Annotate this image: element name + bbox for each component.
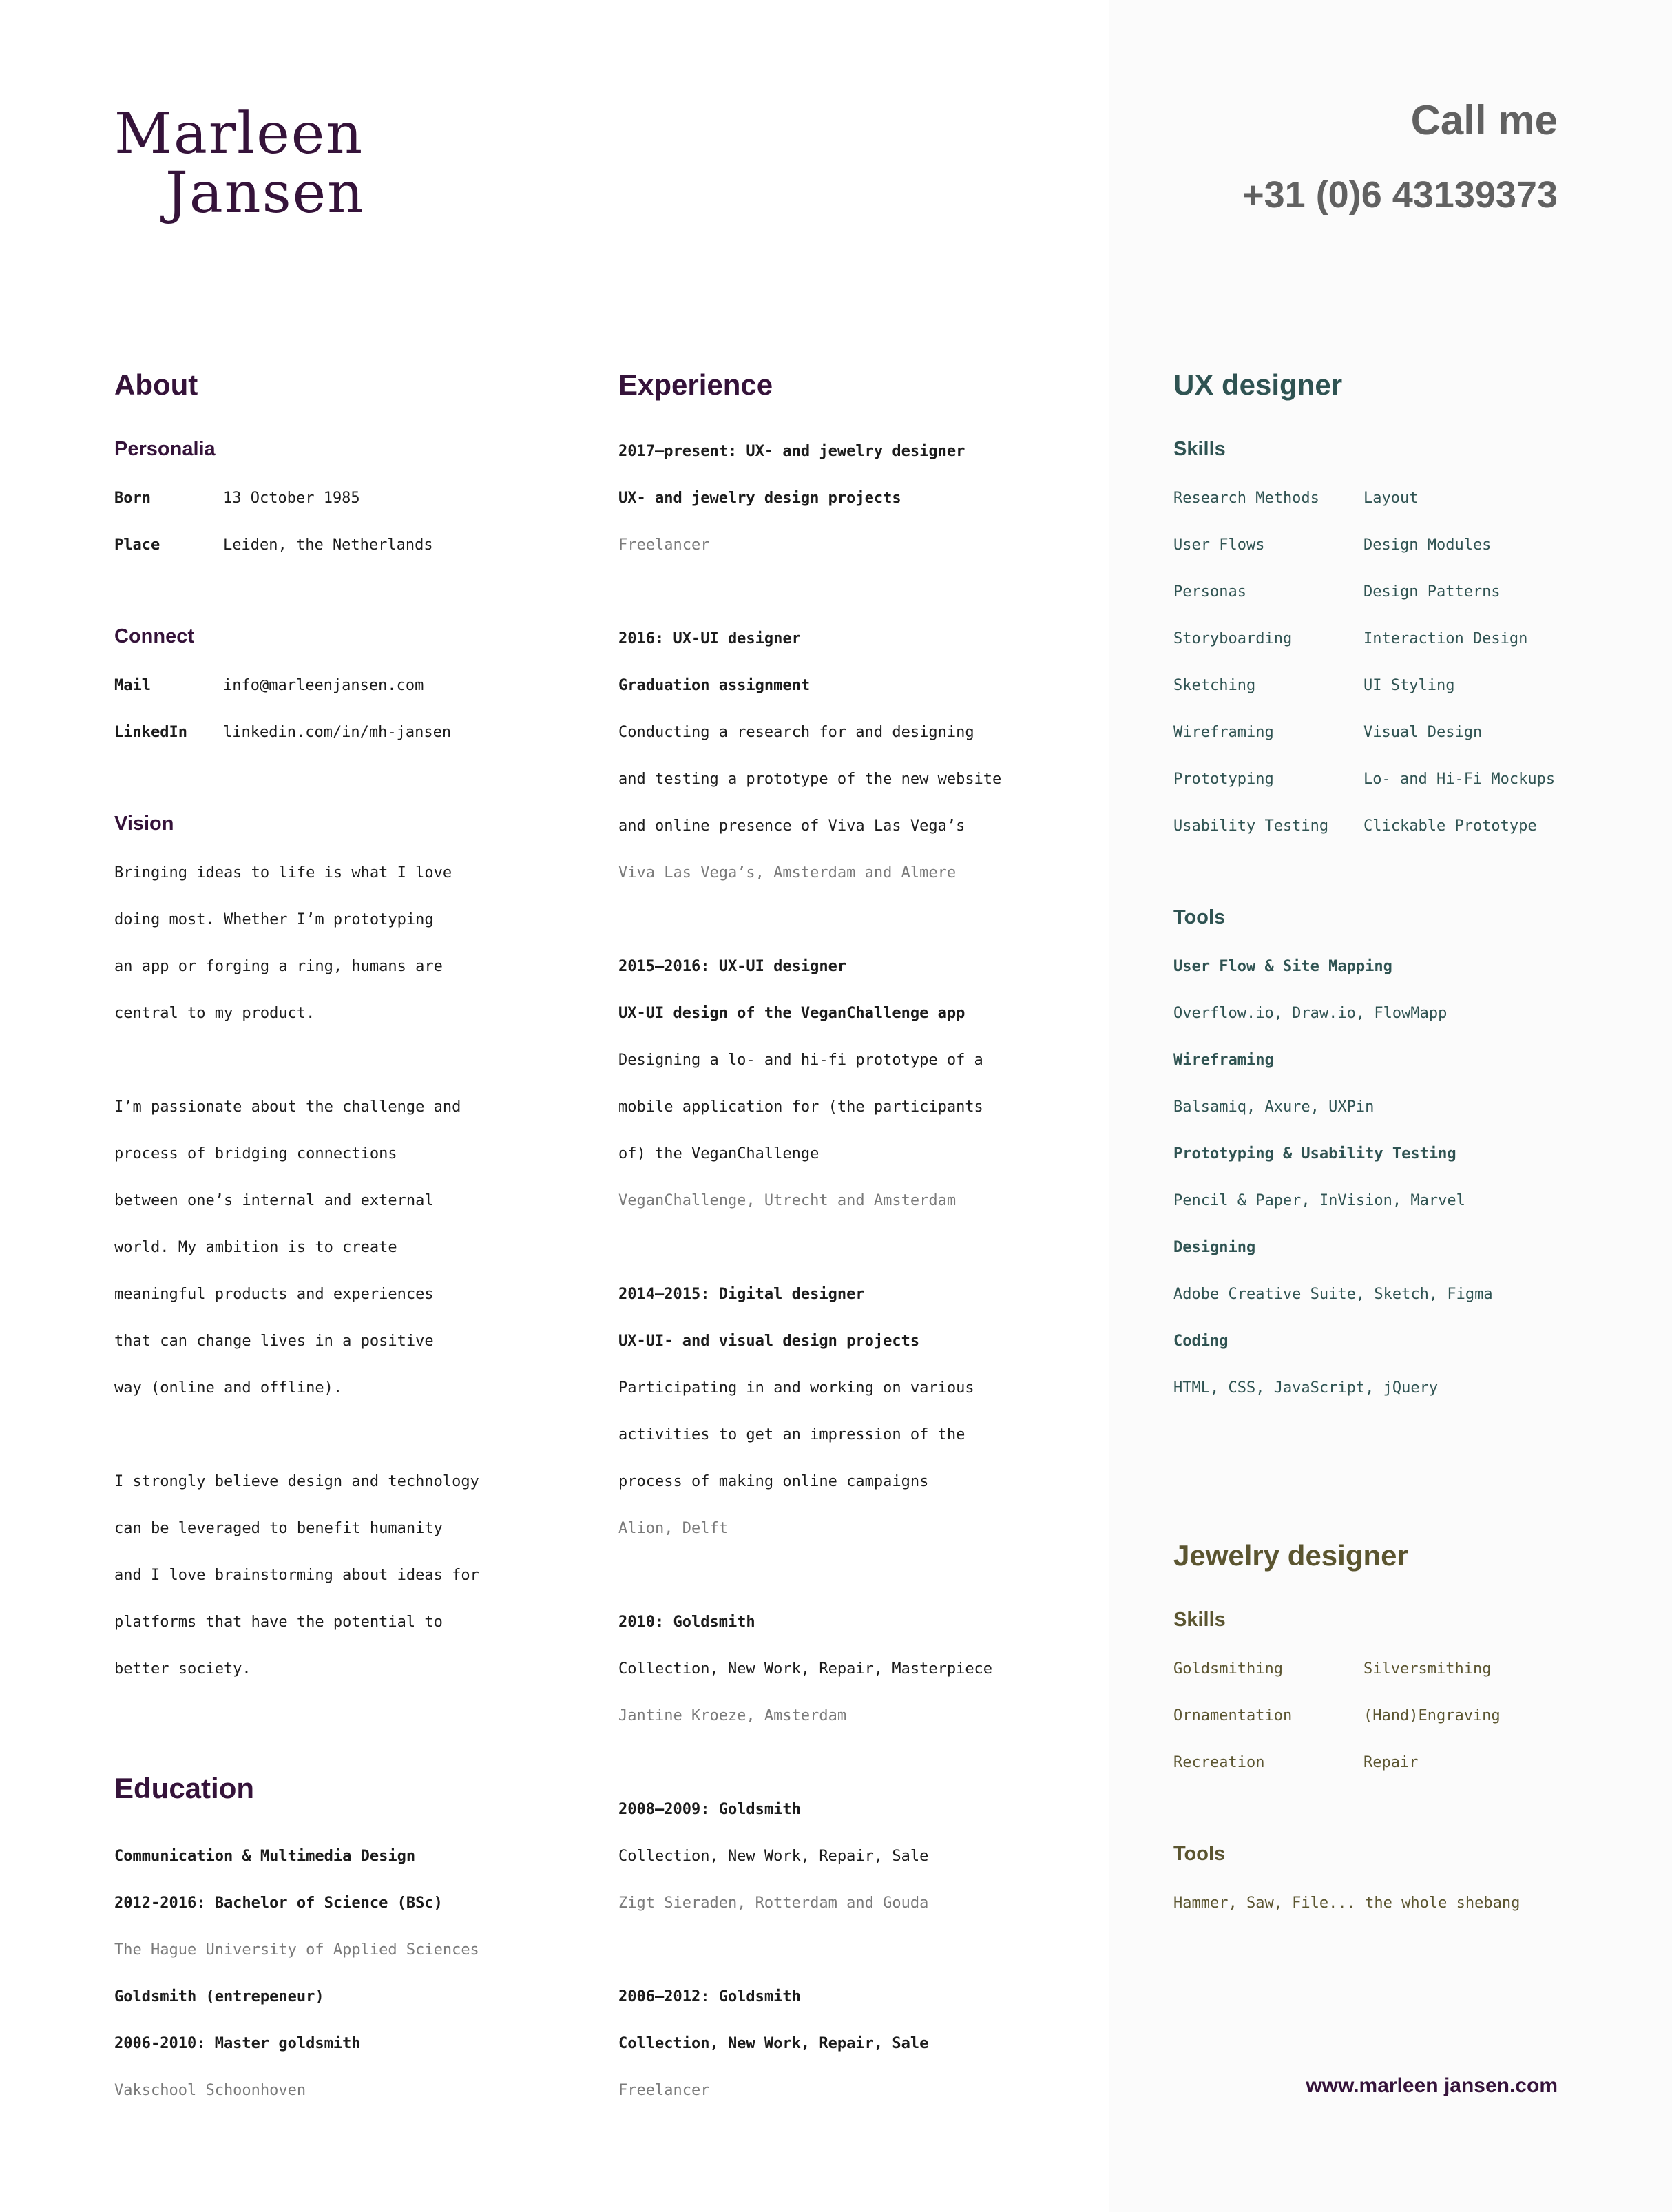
name-logo xyxy=(114,101,365,226)
ux-skill-row xyxy=(1173,569,1555,616)
experience-subtitle: Collection, New Work, Repair, Sale xyxy=(618,2035,929,2052)
experience-desc-line: activities to get an impression of the xyxy=(618,1426,965,1443)
experience-period: 2014–2015: Digital designer xyxy=(618,1286,865,1303)
ux-tool-items: HTML, CSS, JavaScript, jQuery xyxy=(1173,1379,1439,1397)
vision-paragraph-2 xyxy=(114,1084,461,1412)
ux-skill-row xyxy=(1173,522,1555,569)
experience-place: VeganChallenge, Utrecht and Amsterdam xyxy=(618,1192,957,1209)
jewelry-skills-list xyxy=(1173,1646,1501,1786)
ux-skill: Design Modules xyxy=(1363,536,1492,554)
experience-subtitle: Graduation assignment xyxy=(618,677,811,694)
ux-skill-row xyxy=(1173,475,1555,522)
vision-heading: Vision xyxy=(114,813,174,835)
call-me-heading: Call me xyxy=(1410,97,1558,143)
vision-line: that can change lives in a positive xyxy=(114,1333,434,1350)
ux-tool-category: Prototyping & Usability Testing xyxy=(1173,1145,1456,1162)
ux-skill: Wireframing xyxy=(1173,724,1274,741)
experience-subtitle: UX- and jewelry design projects xyxy=(618,490,901,507)
ux-skill-row xyxy=(1173,709,1555,756)
experience-period: 2015–2016: UX-UI designer xyxy=(618,958,847,975)
ux-tool-items: Balsamiq, Axure, UXPin xyxy=(1173,1098,1375,1116)
vision-line: I’m passionate about the challenge and xyxy=(114,1098,461,1116)
education-item-goldsmith xyxy=(114,1974,361,2114)
experience-desc-line: and online presence of Viva Las Vega’s xyxy=(618,817,965,835)
jewelry-skill-row xyxy=(1173,1646,1501,1693)
jewelry-skill-row xyxy=(1173,1740,1501,1786)
experience-item-2006 xyxy=(618,1974,928,2114)
vision-line: between one’s internal and external xyxy=(114,1192,434,1209)
vision-line: meaningful products and experiences xyxy=(114,1286,434,1303)
mail-label: Mail xyxy=(114,677,151,694)
jewelry-skill: Repair xyxy=(1363,1754,1419,1771)
experience-subtitle: Collection, New Work, Repair, Masterpiece xyxy=(618,1660,993,1678)
jewelry-tools-heading: Tools xyxy=(1173,1843,1226,1865)
ux-designer-heading: UX designer xyxy=(1173,368,1343,401)
ux-tools-list xyxy=(1173,943,1493,1412)
ux-skill: Storyboarding xyxy=(1173,630,1293,647)
about-heading: About xyxy=(114,368,198,401)
linkedin-label: LinkedIn xyxy=(114,724,187,741)
experience-place: Zigt Sieraden, Rotterdam and Gouda xyxy=(618,1895,929,1912)
experience-period: 2010: Goldsmith xyxy=(618,1614,755,1631)
linkedin-link[interactable]: linkedin.com/in/mh-jansen xyxy=(223,724,452,741)
vision-line: better society. xyxy=(114,1660,251,1678)
experience-place: Freelancer xyxy=(618,2082,710,2099)
ux-skill-row xyxy=(1173,662,1555,709)
education-school: The Hague University of Applied Sciences xyxy=(114,1941,479,1959)
ux-tool-items: Overflow.io, Draw.io, FlowMapp xyxy=(1173,1005,1448,1022)
experience-item-2016 xyxy=(618,616,1001,897)
ux-tool-category: User Flow & Site Mapping xyxy=(1173,958,1392,975)
ux-skill-row xyxy=(1173,616,1555,662)
personalia-heading: Personalia xyxy=(114,438,216,460)
vision-line: doing most. Whether I’m prototyping xyxy=(114,911,434,928)
ux-skill: Clickable Prototype xyxy=(1363,817,1537,835)
experience-place: Alion, Delft xyxy=(618,1520,728,1537)
logo-last-name: Jansen xyxy=(165,160,365,226)
experience-place: Freelancer xyxy=(618,536,710,554)
jewelry-designer-heading: Jewelry designer xyxy=(1173,1539,1408,1572)
jewelry-skill: (Hand)Engraving xyxy=(1363,1707,1501,1724)
jewelry-skills-heading: Skills xyxy=(1173,1609,1226,1631)
ux-tool-items: Adobe Creative Suite, Sketch, Figma xyxy=(1173,1286,1493,1303)
ux-skill: Lo- and Hi-Fi Mockups xyxy=(1363,771,1556,788)
ux-skill: Layout xyxy=(1363,490,1419,507)
experience-period: 2016: UX-UI designer xyxy=(618,630,801,647)
ux-skill: Sketching xyxy=(1173,677,1256,694)
jewelry-skill-row xyxy=(1173,1693,1501,1740)
vision-line: platforms that have the potential to xyxy=(114,1614,443,1631)
website-link[interactable]: www.marleen jansen.com xyxy=(1306,2074,1558,2097)
personalia-row-born xyxy=(114,475,433,522)
experience-desc-line: Participating in and working on various xyxy=(618,1379,974,1397)
education-program: Communication & Multimedia Design xyxy=(114,1848,416,1865)
ux-skill: Interaction Design xyxy=(1363,630,1528,647)
connect-list xyxy=(114,662,451,756)
experience-heading: Experience xyxy=(618,368,773,401)
vision-line: central to my product. xyxy=(114,1005,315,1022)
vision-paragraph-1 xyxy=(114,850,452,1037)
vision-line: world. My ambition is to create xyxy=(114,1239,397,1256)
experience-desc-line: Conducting a research for and designing xyxy=(618,724,974,741)
ux-skill: UI Styling xyxy=(1363,677,1455,694)
education-heading: Education xyxy=(114,1772,255,1804)
experience-desc-line: process of making online campaigns xyxy=(618,1473,929,1490)
mail-link[interactable]: info@marleenjansen.com xyxy=(223,677,424,694)
experience-subtitle: Collection, New Work, Repair, Sale xyxy=(618,1848,929,1865)
experience-subtitle: UX-UI- and visual design projects xyxy=(618,1333,920,1350)
experience-desc-line: Designing a lo- and hi-fi prototype of a xyxy=(618,1052,983,1069)
education-degree: 2006-2010: Master goldsmith xyxy=(114,2035,361,2052)
jewelry-tools-list xyxy=(1173,1880,1520,1927)
ux-skill: Visual Design xyxy=(1363,724,1483,741)
experience-period: 2017–present: UX- and jewelry designer xyxy=(618,443,965,460)
experience-item-2014 xyxy=(618,1271,974,1552)
ux-tool-category: Coding xyxy=(1173,1333,1229,1350)
personalia-list xyxy=(114,475,433,569)
connect-row-mail xyxy=(114,662,451,709)
experience-period: 2006–2012: Goldsmith xyxy=(618,1988,801,2005)
vision-line: Bringing ideas to life is what I love xyxy=(114,864,452,881)
ux-tool-category: Designing xyxy=(1173,1239,1256,1256)
jewelry-skill: Silversmithing xyxy=(1363,1660,1492,1678)
ux-skill: Design Patterns xyxy=(1363,583,1501,601)
ux-tool-items: Pencil & Paper, InVision, Marvel xyxy=(1173,1192,1465,1209)
experience-subtitle: UX-UI design of the VeganChallenge app xyxy=(618,1005,965,1022)
connect-heading: Connect xyxy=(114,625,194,647)
vision-paragraph-3 xyxy=(114,1459,479,1693)
place-label: Place xyxy=(114,536,160,554)
experience-period: 2008–2009: Goldsmith xyxy=(618,1801,801,1818)
ux-skill-row xyxy=(1173,756,1555,803)
ux-skill: Research Methods xyxy=(1173,490,1319,507)
ux-skill: Usability Testing xyxy=(1173,817,1329,835)
jewelry-skill: Recreation xyxy=(1173,1754,1265,1771)
phone-number[interactable]: +31 (0)6 43139373 xyxy=(1242,174,1558,216)
ux-skills-heading: Skills xyxy=(1173,438,1226,460)
vision-line: can be leveraged to benefit humanity xyxy=(114,1520,443,1537)
vision-line: I strongly believe design and technology xyxy=(114,1473,479,1490)
education-item-cmd xyxy=(114,1833,479,1974)
experience-item-2017 xyxy=(618,428,965,569)
ux-skill-row xyxy=(1173,803,1555,850)
jewelry-skill: Goldsmithing xyxy=(1173,1660,1283,1678)
education-school: Vakschool Schoonhoven xyxy=(114,2082,306,2099)
jewelry-skill: Ornamentation xyxy=(1173,1707,1293,1724)
ux-skill: User Flows xyxy=(1173,536,1265,554)
education-degree: 2012-2016: Bachelor of Science (BSc) xyxy=(114,1895,443,1912)
vision-line: and I love brainstorming about ideas for xyxy=(114,1567,479,1584)
personalia-row-place xyxy=(114,522,433,569)
experience-item-2010 xyxy=(618,1599,992,1740)
born-value: 13 October 1985 xyxy=(223,490,360,507)
education-program: Goldsmith (entrepeneur) xyxy=(114,1988,324,2005)
born-label: Born xyxy=(114,490,151,507)
experience-desc-line: of) the VeganChallenge xyxy=(618,1145,819,1162)
ux-skills-list xyxy=(1173,475,1555,850)
ux-skill: Personas xyxy=(1173,583,1246,601)
experience-item-2008 xyxy=(618,1786,928,1927)
vision-line: process of bridging connections xyxy=(114,1145,397,1162)
ux-tool-category: Wireframing xyxy=(1173,1052,1274,1069)
connect-row-linkedin xyxy=(114,709,451,756)
experience-item-2015 xyxy=(618,943,983,1224)
experience-desc-line: mobile application for (the participants xyxy=(618,1098,983,1116)
ux-skill: Prototyping xyxy=(1173,771,1274,788)
experience-desc-line: and testing a prototype of the new website xyxy=(618,771,1002,788)
vision-line: way (online and offline). xyxy=(114,1379,343,1397)
ux-tools-heading: Tools xyxy=(1173,906,1226,928)
experience-place: Jantine Kroeze, Amsterdam xyxy=(618,1707,847,1724)
logo-first-name: Marleen xyxy=(114,101,364,167)
experience-place: Viva Las Vega’s, Amsterdam and Almere xyxy=(618,864,957,881)
vision-line: an app or forging a ring, humans are xyxy=(114,958,443,975)
place-value: Leiden, the Netherlands xyxy=(223,536,433,554)
jewelry-tools-text: Hammer, Saw, File... the whole shebang xyxy=(1173,1895,1521,1912)
